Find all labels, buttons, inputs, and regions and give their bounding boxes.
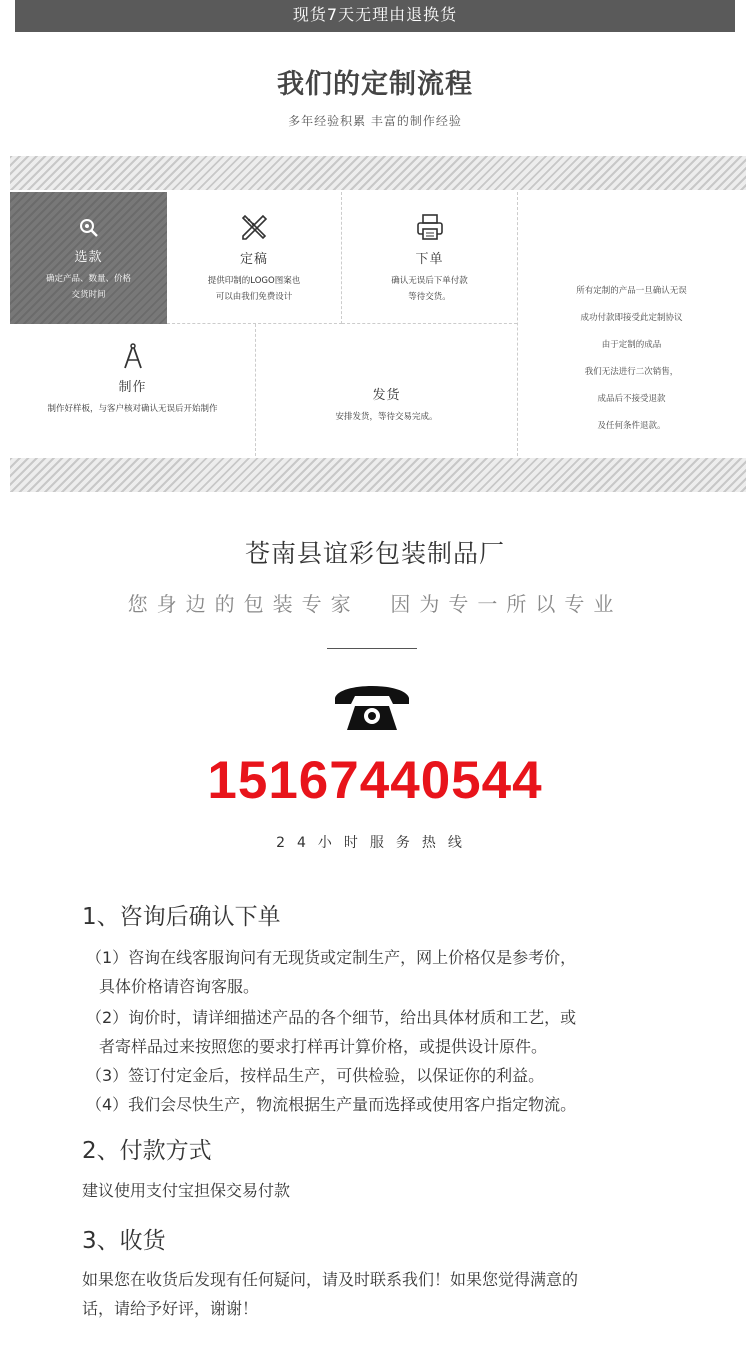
section-order-title: 1、咨询后确认下单 xyxy=(82,904,281,930)
notice-line: 我们无法进行二次销售， xyxy=(584,367,679,377)
order-item: （2）询价时，请详细描述产品的各个细节，给出具体材质和工艺，或 xyxy=(86,1008,577,1027)
process-title: 我们的定制流程 xyxy=(277,69,473,100)
notice-line: 成品后不接受退款 xyxy=(597,394,666,404)
step-title: 选款 xyxy=(74,250,103,265)
company-name: 苍南县谊彩包装制品厂 xyxy=(244,539,505,568)
order-item: （4）我们会尽快生产，物流根据生产量而选择或使用客户指定物流。 xyxy=(86,1095,577,1114)
step-ship xyxy=(256,324,517,456)
custom-policy-notice xyxy=(517,192,745,456)
step-desc: 确定产品、数量、价格 交货时间 xyxy=(45,274,131,300)
step-desc: 提供印制的LOGO图案也 可以由我们免费设计 xyxy=(207,276,301,302)
notice-line: 及任何条件退款。 xyxy=(597,421,666,431)
order-item: （3）签订付定金后，按样品生产，可供检验，以保证你的利益。 xyxy=(86,1066,545,1085)
pencil-ruler-icon xyxy=(239,212,269,242)
step-desc: 确认无误后下单付款 等待交货。 xyxy=(391,276,468,302)
printer-icon xyxy=(415,212,445,242)
divider xyxy=(327,648,417,649)
step-produce xyxy=(10,324,256,456)
step-title: 发货 xyxy=(372,388,401,403)
step-select xyxy=(10,192,167,324)
hotline-label: 24小时服务热线 xyxy=(276,835,474,851)
step-title: 下单 xyxy=(415,252,444,267)
stripe-divider-top xyxy=(10,156,746,190)
company-slogan: 您身边的包装专家 因为专一所以专业 xyxy=(127,592,623,616)
step-title: 制作 xyxy=(118,380,147,395)
receipt-text-line2: 话，请给予好评，谢谢！ xyxy=(82,1299,259,1318)
top-banner: 现货7天无理由退换货 xyxy=(15,0,735,32)
receipt-text-line1: 如果您在收货后发现有任何疑问，请及时联系我们！如果您觉得满意的 xyxy=(82,1270,579,1289)
section-payment-title: 2、付款方式 xyxy=(82,1138,212,1164)
compass-icon xyxy=(119,342,147,370)
step-desc: 制作好样板，与客户核对确认无误后开始制作 xyxy=(47,404,218,414)
section-receipt-title: 3、收货 xyxy=(82,1228,166,1254)
payment-text: 建议使用支付宝担保交易付款 xyxy=(82,1181,291,1200)
notice-line: 成功付款即接受此定制协议 xyxy=(580,313,683,323)
order-item: （1）咨询在线客服询问有无现货或定制生产，网上价格仅是参考价， xyxy=(86,948,577,967)
step-order xyxy=(342,192,517,324)
step-design xyxy=(167,192,342,324)
search-icon xyxy=(77,216,101,240)
process-subtitle: 多年经验积累 丰富的制作经验 xyxy=(288,114,462,128)
step-desc: 安排发货，等待交易完成。 xyxy=(335,412,438,422)
order-item: 者寄样品过来按照您的要求打样再计算价格，或提供设计原件。 xyxy=(99,1037,548,1056)
order-item: 具体价格请咨询客服。 xyxy=(99,977,260,996)
notice-line: 所有定制的产品一旦确认无误 xyxy=(576,286,687,296)
stripe-divider-bottom xyxy=(10,458,746,492)
phone-number[interactable]: 15167440544 xyxy=(207,751,543,810)
step-title: 定稿 xyxy=(239,252,268,267)
telephone-icon xyxy=(333,680,411,732)
notice-line: 由于定制的成品 xyxy=(601,340,662,350)
